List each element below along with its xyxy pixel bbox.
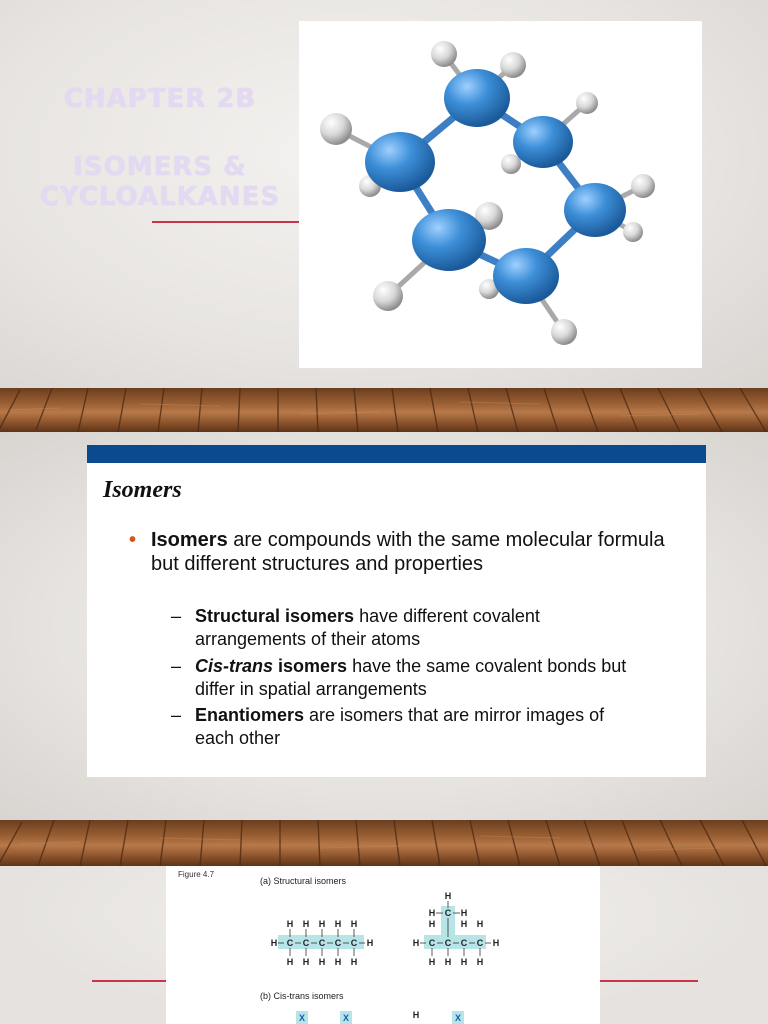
accent-line	[152, 221, 300, 223]
atom-h-label: H	[476, 957, 484, 967]
accent-line	[600, 980, 698, 982]
atom-h-label: H	[428, 957, 436, 967]
atom-c-label: C	[334, 938, 342, 948]
atom-h-label: H	[476, 919, 484, 929]
atom-h-label: H	[286, 919, 294, 929]
atom-h-label: H	[366, 938, 374, 948]
accent-line	[92, 980, 166, 982]
atom-h-label: H	[492, 938, 500, 948]
atom-x-label: X	[298, 1013, 306, 1023]
wood-plank-icon	[0, 388, 768, 432]
panel-a-label: (a) Structural isomers	[260, 876, 347, 886]
wood-plank-icon	[0, 820, 768, 866]
card-heading: Isomers	[103, 477, 182, 503]
dash-icon: –	[171, 656, 182, 676]
isomers-content-card	[87, 445, 706, 777]
sub-bullet	[173, 655, 643, 701]
atom-c-label: C	[286, 938, 294, 948]
atom-h-label: H	[412, 1010, 420, 1020]
atom-c-label: C	[444, 938, 452, 948]
cyclohexane-molecule-icon	[299, 21, 702, 368]
atom-h-label: H	[444, 957, 452, 967]
atom-c-label: C	[302, 938, 310, 948]
term-isomers-suffix: isomers	[273, 656, 348, 676]
subtitle-line-2: CYCLOALKANES	[39, 182, 281, 212]
sub-bullet-text: have the same covalent bonds but differ in spatial arrangements	[195, 656, 627, 699]
atom-c-label: C	[444, 908, 452, 918]
atom-h-label: H	[350, 919, 358, 929]
atom-x-label: X	[454, 1013, 462, 1023]
atom-c-label: C	[318, 938, 326, 948]
figure-label: Figure 4.7	[178, 870, 215, 879]
atom-h-label: H	[428, 919, 436, 929]
sub-bullet-text: are isomers that are mirror images of each other	[195, 705, 605, 748]
structural-formula-diagram	[166, 866, 600, 1024]
atom-h-label: H	[460, 957, 468, 967]
atom-h-label: H	[318, 957, 326, 967]
atom-h-label: H	[444, 891, 452, 901]
atom-c-label: C	[460, 938, 468, 948]
term-structural: Structural isomers	[195, 606, 355, 626]
atom-c-label: C	[476, 938, 484, 948]
title-slide	[0, 0, 768, 388]
main-bullet	[151, 528, 671, 576]
subtitle-line-1: ISOMERS &	[73, 152, 247, 182]
atom-h-label: H	[334, 919, 342, 929]
atom-h-label: H	[460, 908, 468, 918]
main-bullet-text: are compounds with the same molecular formula but different structures and properties	[151, 529, 665, 575]
atom-c-label: C	[428, 938, 436, 948]
atom-h-label: H	[460, 919, 468, 929]
atom-h-label: H	[302, 957, 310, 967]
chapter-title: CHAPTER 2B	[63, 84, 257, 114]
atom-h-label: H	[270, 938, 278, 948]
term-enantiomers: Enantiomers	[195, 705, 305, 725]
term-isomers: Isomers	[151, 529, 228, 551]
atom-h-label: H	[428, 908, 436, 918]
dash-icon: –	[171, 705, 182, 725]
atom-h-label: H	[286, 957, 294, 967]
bullet-icon: •	[129, 529, 137, 551]
atom-h-label: H	[350, 957, 358, 967]
panel-b-label: (b) Cis-trans isomers	[260, 991, 344, 1001]
isomer-figure	[166, 866, 600, 1024]
atom-c-label: C	[350, 938, 358, 948]
sub-bullet-text: have different covalent arrangements of their atoms	[195, 606, 540, 649]
sub-bullet	[173, 704, 643, 750]
dash-icon: –	[171, 606, 182, 626]
atom-h-label: H	[302, 919, 310, 929]
atom-h-label: H	[412, 938, 420, 948]
sub-bullet	[173, 605, 643, 651]
header-bar	[87, 445, 706, 463]
wood-divider	[0, 820, 768, 866]
molecule-image	[299, 21, 702, 368]
atom-h-label: H	[318, 919, 326, 929]
atom-x-label: X	[342, 1013, 350, 1023]
wood-divider	[0, 388, 768, 432]
atom-h-label: H	[334, 957, 342, 967]
subtitle	[20, 152, 300, 212]
term-cis-trans: Cis-trans	[195, 656, 274, 676]
